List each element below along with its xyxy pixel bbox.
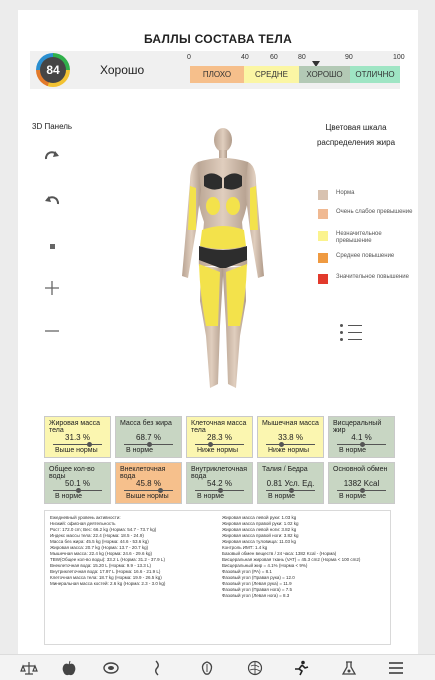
- score-label: Хорошо: [100, 63, 145, 77]
- details-left: Ежедневный уровень активности: Низкий: офисная деятельность Рост: 172.0 cm; Вес: 66.2 kg (Норма: 54.7 - 73.7 kg) Индекс массы тела: 22.4 (Норма: 18.5 - 24.9) Масса без жира: 45.5 kg (Норма: 44.6 - 53.6 kg) Жировая масса: 20.7 kg (Норма: 13.7 - 20.7 kg) Мышечная масса: 22.4 kg (Норма: 24.6 - 29.6 kg) TBW(Общее кол-во воды): 33.2 L (Норма: 31.2 - 37.9 L) Внеклеточная вода: 15.20 L (Норма: 9.9 - 13.3 L) Внутриклеточная вода: 17.97 L (Норма: 16.6 - 21.9 L) Клеточная масса тела: 18.7 kg (Норма: 19.9 - 26.5 kg) Минеральная масса костей: 2.6 kg (Норма: 2.3 - 3.0 kg): [50, 515, 166, 586]
- legend-item: Очень слабое превышение: [318, 209, 412, 219]
- legend-item: Значительное повышение: [318, 274, 409, 284]
- band-poor: ПЛОХО: [190, 66, 244, 83]
- legend-item: Норма: [318, 190, 354, 200]
- report-sheet: [18, 10, 418, 654]
- body-outline-icon[interactable]: [148, 660, 166, 676]
- band-excellent: ОТЛИЧНО: [350, 66, 400, 83]
- metric-card[interactable]: Талия / Бедра 0.81 Усл. Ед. В норме: [257, 462, 324, 504]
- score-bands: [190, 66, 400, 83]
- metric-card[interactable]: Жировая масса тела 31.3 % Выше нормы: [44, 416, 111, 458]
- legend-item: Среднее повышение: [318, 253, 394, 263]
- metric-card[interactable]: Общее кол-во воды 50.1 % В норме: [44, 462, 111, 504]
- score-ring-icon: [36, 53, 70, 87]
- metric-card[interactable]: Основной обмен 1382 Kcal В норме: [328, 462, 395, 504]
- score-value: 84: [40, 57, 66, 83]
- metric-card[interactable]: Внутриклеточная вода 54.2 % В норме: [186, 462, 253, 504]
- metric-card[interactable]: Клеточная масса тела 28.3 % Ниже нормы: [186, 416, 253, 458]
- score-tick: 80: [298, 54, 306, 61]
- panel-label: 3D Панель: [32, 122, 73, 131]
- band-average: СРЕДНЕ: [244, 66, 299, 83]
- lab-icon[interactable]: [340, 660, 358, 676]
- score-tick: 90: [345, 54, 353, 61]
- metric-card[interactable]: Висцеральный жир 4.1 % В норме: [328, 416, 395, 458]
- score-tick: 40: [241, 54, 249, 61]
- score-bar: [30, 51, 405, 89]
- body-model[interactable]: [168, 126, 278, 401]
- list-icon[interactable]: [340, 322, 362, 342]
- score-tick: 100: [393, 54, 405, 61]
- legend-item: Незначительное превышение: [318, 231, 418, 245]
- reset-view-icon[interactable]: [42, 236, 62, 256]
- band-good: ХОРОШО: [299, 66, 350, 83]
- scale-title: Цветовая шкала распределения жира: [316, 123, 396, 147]
- metric-card[interactable]: Мышечная масса 33.8 % Ниже нормы: [257, 416, 324, 458]
- menu-icon[interactable]: [387, 660, 405, 676]
- apple-icon[interactable]: [60, 660, 78, 676]
- details-right: Жировая масса левой руки: 1.03 kg Жировая масса правой руки: 1.02 kg Жировая масса левой ноги: 3.82 kg Жировая масса правой ноги: 3.82 kg Жировая масса туловища: 11.03 kg Контроль ИМТ: 1.4 kg Базовый обмен веществ / 24 часа: 1382 Kcal - (Норма) Висцеральная жировая ткань (VAT) = 45.3 cm2 (Норма < 100 cm2) Висцеральный жир = 4.1% (Норма < 9%) Фазовый угол (PA) = 8.1 Фазовый угол (Правая рука) = 12.0 Фазовый угол (Левая рука) = 11.9 Фазовый угол (Правая нога) = 7.5 Фазовый угол (Левая нога) = 8.3: [222, 515, 361, 598]
- tape-measure-icon[interactable]: [102, 660, 120, 676]
- metric-card[interactable]: Масса без жира 68.7 % В норме: [115, 416, 182, 458]
- bottom-nav: [0, 654, 435, 680]
- rotate-right-icon[interactable]: [42, 147, 62, 167]
- details-panel: [44, 510, 391, 645]
- organ-icon[interactable]: [198, 660, 216, 676]
- score-tick: 60: [270, 54, 278, 61]
- page-title: БАЛЛЫ СОСТАВА ТЕЛА: [143, 32, 293, 46]
- scale-icon[interactable]: [20, 660, 38, 676]
- zoom-out-icon[interactable]: [42, 321, 62, 341]
- score-tick: 0: [187, 54, 191, 61]
- running-person-icon[interactable]: [292, 660, 310, 676]
- brain-icon[interactable]: [246, 660, 264, 676]
- zoom-in-icon[interactable]: [42, 278, 62, 298]
- metric-card[interactable]: Внеклеточная вода 45.8 % Выше нормы: [115, 462, 182, 504]
- rotate-left-icon[interactable]: [42, 192, 62, 212]
